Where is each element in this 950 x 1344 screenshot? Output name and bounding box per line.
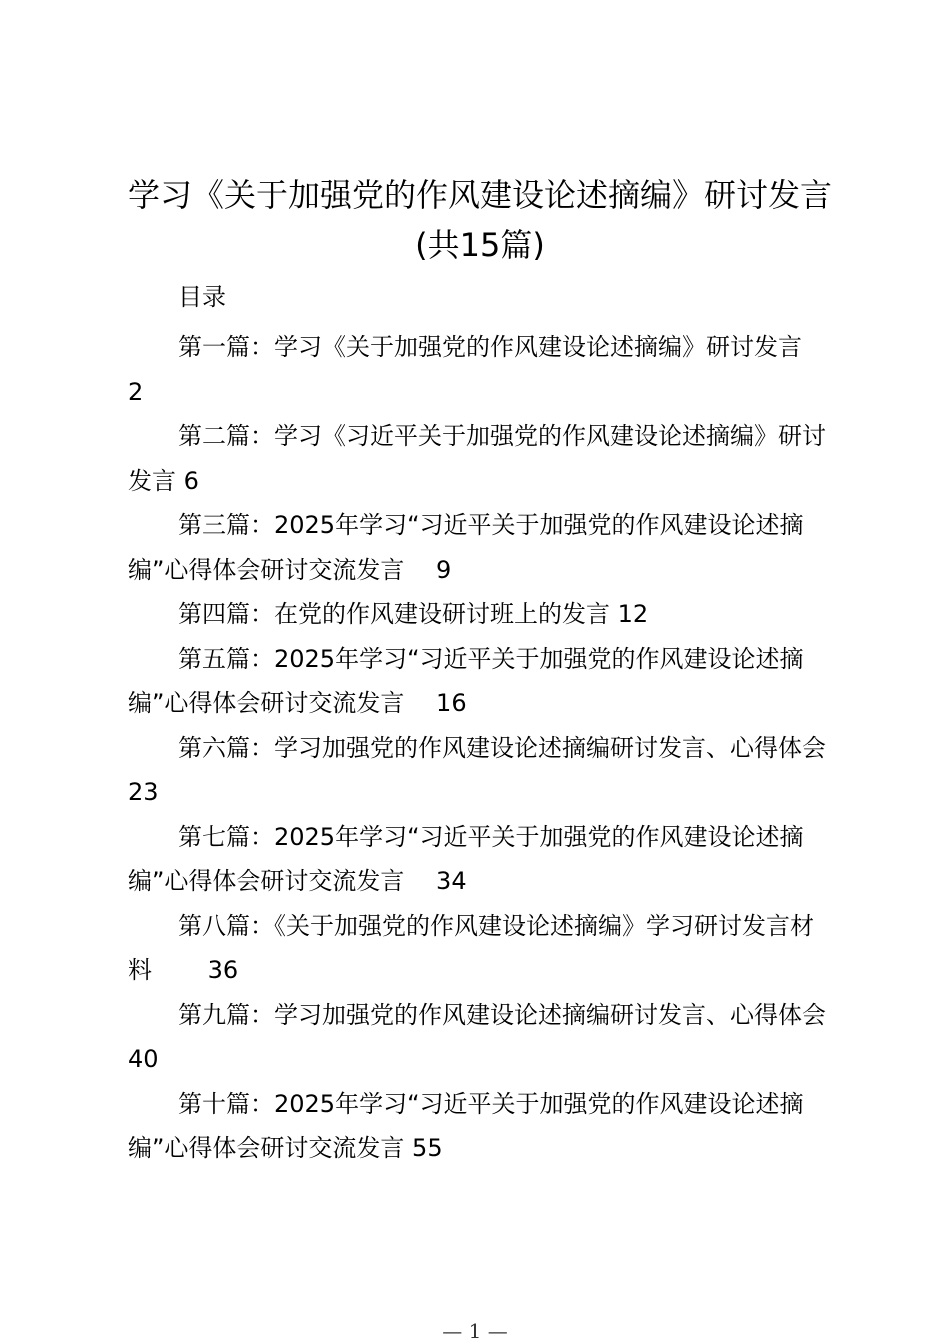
toc-entry-8[interactable]: 第八篇：《关于加强党的作风建设论述摘编》学习研讨发言材料 36 bbox=[128, 911, 814, 984]
toc-entry-5[interactable]: 第五篇：2025年学习“习近平关于加强党的作风建设论述摘编”心得体会研讨交流发言 16 bbox=[128, 644, 804, 717]
page-number: — 1 — bbox=[442, 1319, 508, 1343]
toc-entry-1[interactable]: 第一篇：学习《关于加强党的作风建设论述摘编》研讨发言 2 bbox=[128, 333, 834, 406]
toc-entry-6[interactable]: 第六篇：学习加强党的作风建设论述摘编研讨发言、心得体会 23 bbox=[128, 733, 826, 806]
toc-entry-9[interactable]: 第九篇：学习加强党的作风建设论述摘编研讨发言、心得体会 40 bbox=[128, 1000, 826, 1073]
toc-entry-10[interactable]: 第十篇：2025年学习“习近平关于加强党的作风建设论述摘编”心得体会研讨交流发言 55 bbox=[128, 1089, 804, 1162]
toc-entry-4[interactable]: 第四篇：在党的作风建设研讨班上的发言 12 bbox=[178, 600, 649, 628]
table-of-contents bbox=[128, 325, 834, 1171]
toc-heading: 目录 bbox=[178, 283, 226, 311]
document-title: 学习《关于加强党的作风建设论述摘编》研讨发言(共15篇) bbox=[127, 176, 832, 264]
toc-entry-2[interactable]: 第二篇：学习《习近平关于加强党的作风建设论述摘编》研讨发言 6 bbox=[128, 422, 826, 495]
toc-entry-7[interactable]: 第七篇：2025年学习“习近平关于加强党的作风建设论述摘编”心得体会研讨交流发言 34 bbox=[128, 822, 804, 895]
toc-entry-3[interactable]: 第三篇：2025年学习“习近平关于加强党的作风建设论述摘编”心得体会研讨交流发言 9 bbox=[128, 511, 804, 584]
